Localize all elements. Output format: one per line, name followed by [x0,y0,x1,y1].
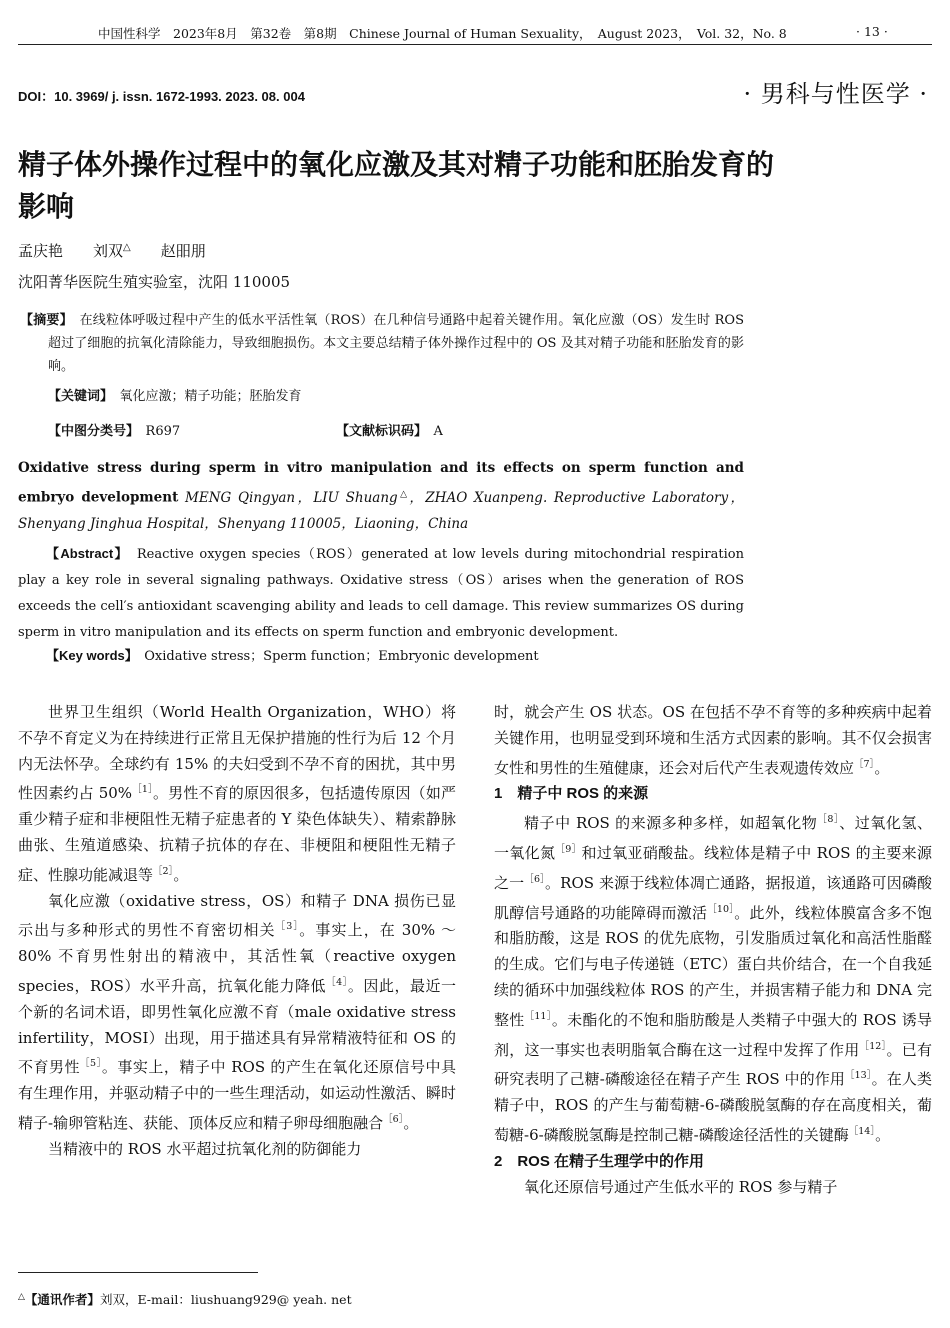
body-column-left [18,700,456,1163]
body-paragraph: 氧化应激（oxidative stress，OS）和精子 DNA 损伤已显示出与多种形式的男性不育密切相关$^{[3]}$。事实上，在 30% ～80% 不育男性射出的精液中，其活性氧（reactive oxygen species，ROS）水平升高，抗氧化能力降低$^{[4]}$。因此，最近一个新的名词术语，即男性氧化应激不育（male oxidative stress infertility，MOSI）出现，用于描述具有异常精液特征和 OS 的不育男性$^{[5]}$。事实上，精子中 ROS 的产生在氧化还原信号中具有生理作用，并驱动精子中的一些生理活动，如运动性激活、瞬时精子-输卵管粘连、获能、顶体反应和精子卵母细胞融合$^{[6]}$。 [18,891,456,1132]
author-name-3: 赵昍朋 [130,242,206,260]
doc-code-value: A [433,424,443,439]
footnote [18,1290,352,1308]
body-paragraph: 时，就会产生 OS 状态。OS 在包括不孕不育等的多种疾病中起着关键作用，也明显受到环境和生活方式因素的影响。其不仅会损害女性和男性的生殖健康，还会对后代产生表观遗传效应$^{[7]}$。 [494,703,932,777]
article-title: 精子体外操作过程中的氧化应激及其对精子功能和胚胎发育的影响 [18,148,775,223]
journal-running-head: 中国性科学 2023年8月 第32卷 第8期 Chinese Journal of Human Sexuality， August 2023， Vol. 32，No. 8 [98,26,787,41]
english-keywords-label: 【Key words】 [46,648,132,663]
abstract-cn [20,308,744,378]
page-number: · 13 · [856,24,888,39]
abstract-cn-text: 在线粒体呼吸过程中产生的低水平活性氧（ROS）在几种信号通路中起着关键作用。氧化应激（OS）发生时 ROS 超过了细胞的抗氧化清除能力，导致细胞损伤。本文主要总结精子体外操作过程中的 OS 及其对精子功能和胚胎发育的影响。 [48,313,744,374]
citation: ［5］ [80,1058,102,1070]
doc-code-label: 【文献标识码】 [336,423,421,438]
english-keywords [46,645,539,664]
citation: ［12］ [859,1040,887,1052]
english-abstract [18,541,744,646]
doi: DOI：10. 3969/ j. issn. 1672-1993. 2023. 08. 004 [18,89,305,104]
body-paragraph: 精子中 ROS 的来源多种多样，如超氧化物$^{[8]}$、过氧化氢、一氧化氮$^{[9]}$和过氧亚硝酸盐。线粒体是精子中 ROS 的主要来源之一$^{[6]}$。ROS 来源于线粒体凋亡通路，据报道，该通路可因磷酸肌醇信号通路的功能障碍而激活$^{[10]}$。此外，线粒体膜富含多不饱和脂肪酸，这是 ROS 的优先底物，引发脂质过氧化和高活性脂醛的生成。它们与电子传递链（ETC）蛋白共价结合，在一个自我延续的循环中加强线粒体 ROS 的产生，并损害精子能力和 DNA 完整性$^{[11]}$。未酯化的不饱和脂肪酸是人类精子中强大的 ROS 诱导剂，这一事实也表明脂氧合酶在这一过程中发挥了作用$^{[12]}$。已有研究表明了己糖-磷酸途径在精子产生 ROS 中的作用$^{[13]}$。在人类精子中，ROS 的产生与葡萄糖-6-磷酸脱氢酶的存在高度相关，葡萄糖-6-磷酸脱氢酶是控制己糖-磷酸途径活性的关键酶$^{[14]}$。 [494,814,933,1144]
classification [48,419,180,443]
footnote-text: 刘双，E-mail：liushuang929@ yeah. net [99,1292,352,1307]
citation: ［4］ [326,976,348,988]
footnote-label: 【通讯作者】 [24,1293,100,1307]
english-authors: MENG Qingyan，LIU Shuang△，ZHAO Xuanpeng. Reproductive Laboratory，Shenyang Jinghua Hospital，Shenyang 110005，Liaoning，China [18,489,745,532]
section-heading-1: 1 精子中 ROS 的来源 [494,785,649,803]
english-title: Oxidative stress during sperm in vitro manipulation and its effects on sperm function and embryo development [18,460,744,506]
affiliation: 沈阳菁华医院生殖实验室，沈阳 110005 [18,273,291,291]
english-abstract-label: 【Abstract】 [46,546,123,561]
keywords-cn-text: 氧化应激；精子功能；胚胎发育 [119,389,302,404]
body-paragraph: 氧化还原信号通过产生低水平的 ROS 参与精子 [524,1177,838,1196]
footnote-mark: △ [18,1291,25,1302]
citation: ［9］ [555,843,582,855]
doc-code [336,419,443,443]
abstract-cn-label: 【摘要】 [20,312,67,327]
classification-value: R697 [145,424,181,439]
body-paragraph: 当精液中的 ROS 水平超过抗氧化剂的防御能力 [48,1139,362,1158]
citation: ［3］ [275,921,300,933]
citation: ［6］ [383,1113,404,1125]
authors [18,240,206,261]
running-header [0,22,950,48]
keywords-cn [48,384,302,408]
corresponding-mark: △ [123,242,131,253]
citation: ［8］ [817,814,840,826]
citation: ［10］ [707,903,735,915]
author-names: 孟庆艳 刘双 [18,242,124,260]
english-title-block [18,455,744,537]
citation: ［2］ [153,865,174,877]
footnote-rule [18,1272,258,1273]
english-abstract-text: Reactive oxygen species（ROS）generated at low levels during mitochondrial respiration play a key role in several signaling pathways. Oxidative stress（OS）arises when the generation of ROS exceeds the cell′s antioxidant scavenging ability and leads to cell damage. This review summarizes OS during sperm in vitro manipulation and its effects on sperm function and embryonic development. [18,547,744,640]
citation: ［1］ [132,784,153,796]
keywords-cn-label: 【关键词】 [48,388,107,403]
section-label: · 男科与性医学 · [743,80,928,108]
citation: ［14］ [848,1125,876,1137]
citation: ［7］ [854,758,875,770]
citation: ［11］ [524,1010,552,1022]
citation: ［13］ [844,1070,872,1082]
body-column-right [494,700,932,1200]
body-paragraph: 世界卫生组织（World Health Organization，WHO）将不孕不育定义为在持续进行正常且无保护措施的性行为后 12 个月内无法怀孕。全球约有 15% 的夫妇受到不孕不育的困扰，其中男性因素约占 50%$^{[1]}$。男性不育的原因很多，包括遗传原因（如严重少精子症和非梗阻性无精子症患者的 Y 染色体缺失）、精索静脉曲张、生殖道感染、抗精子抗体的存在、非梗阻和梗阻性无精子症、性腺功能减退等$^{[2]}$。 [18,703,457,884]
section-heading-2: 2 ROS 在精子生理学中的作用 [494,1152,705,1170]
english-keywords-text: Oxidative stress；Sperm function；Embryonic development [144,649,539,664]
header-rule [18,44,932,45]
classification-label: 【中图分类号】 [48,423,133,438]
citation: ［6］ [524,873,546,885]
